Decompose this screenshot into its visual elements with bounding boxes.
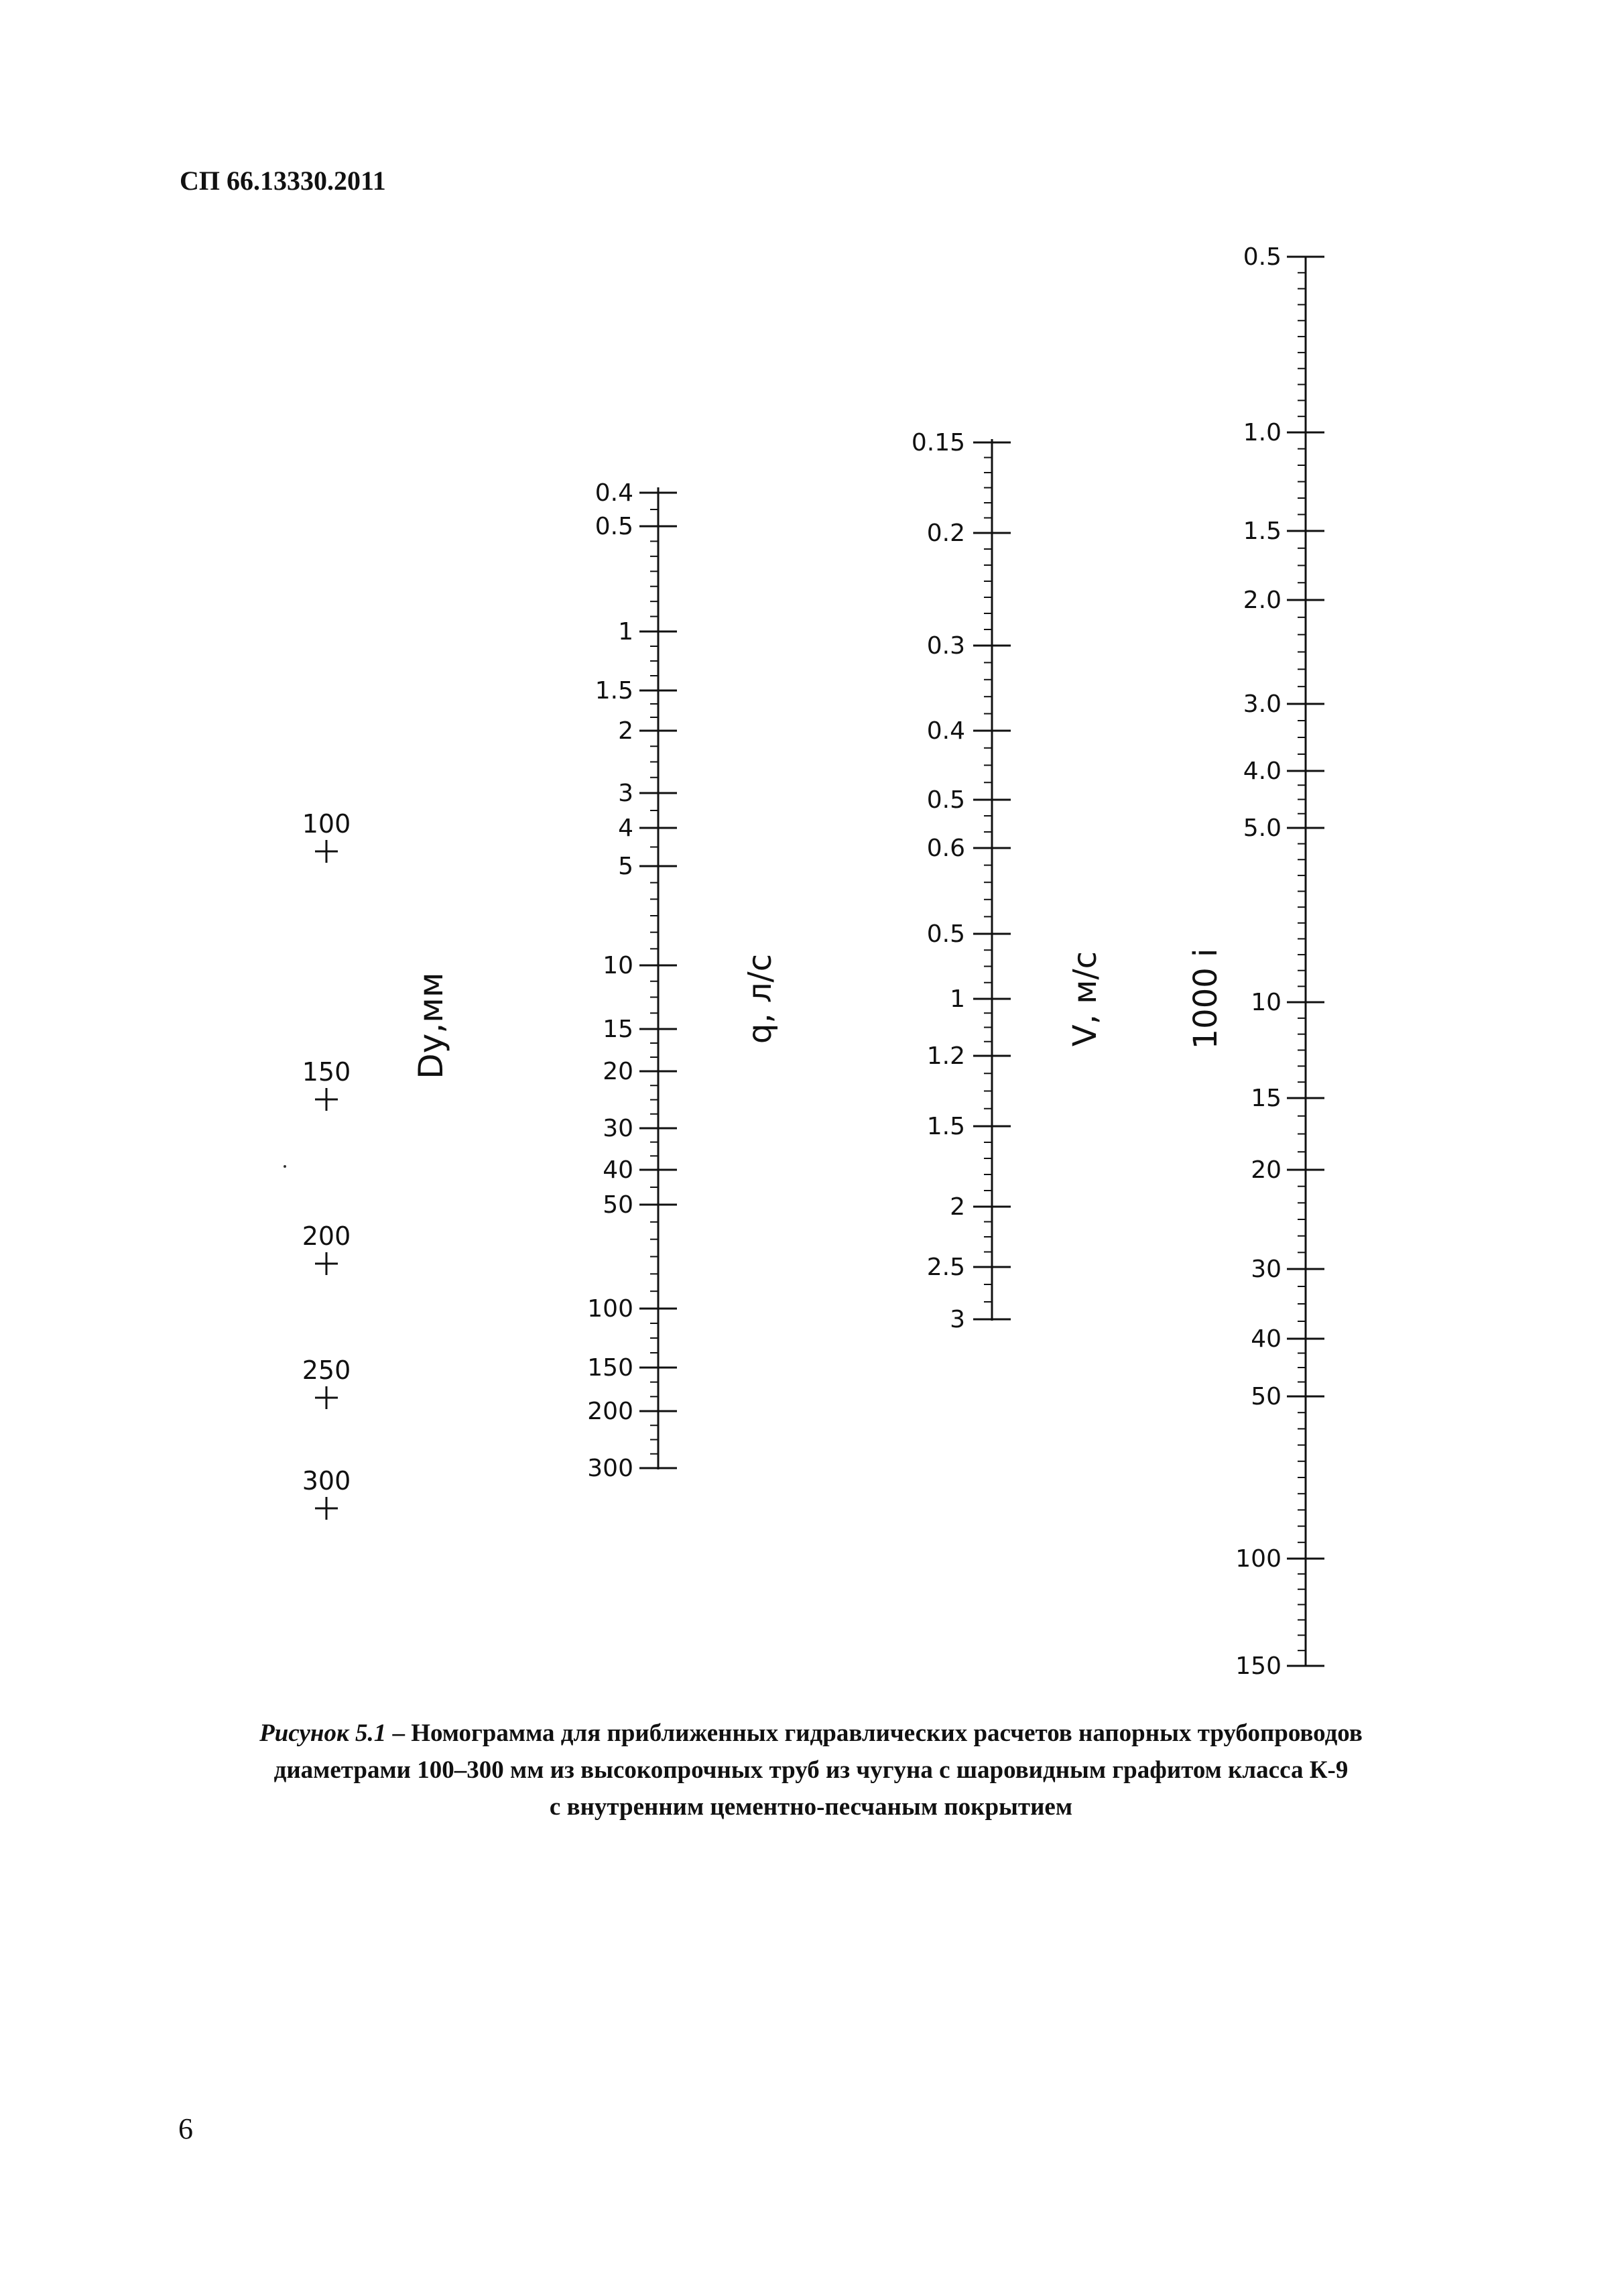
head-loss-scale <box>1187 243 1324 1680</box>
flow-tick-label: 1.5 <box>595 677 633 705</box>
headloss-tick-label: 150 <box>1235 1652 1282 1680</box>
flow-tick-label: 1 <box>618 618 633 646</box>
velocity-tick-label: 0.4 <box>926 717 965 745</box>
flow-rate-scale <box>587 479 779 1482</box>
headloss-tick-label: 50 <box>1251 1383 1282 1410</box>
caption-line-3: с внутренним цементно-песчаным покрытием <box>549 1793 1073 1821</box>
flow-tick-label: 0.4 <box>595 479 633 507</box>
headloss-tick-label: 10 <box>1251 989 1282 1016</box>
velocity-tick-label: 1 <box>950 985 965 1013</box>
headloss-tick-label: 100 <box>1235 1545 1282 1573</box>
headloss-tick-label: 20 <box>1251 1156 1282 1184</box>
page-number: 6 <box>178 2112 193 2145</box>
diameter-axis-label: Dy,мм <box>412 972 450 1079</box>
flow-tick-label: 200 <box>587 1398 633 1425</box>
velocity-tick-label: 0.5 <box>926 786 965 814</box>
diameter-label-100: 100 <box>302 809 351 839</box>
flow-tick-label: 100 <box>587 1295 633 1323</box>
flow-tick-label: 2 <box>618 717 633 745</box>
flow-tick-label: 40 <box>603 1156 633 1184</box>
headloss-tick-label: 4.0 <box>1243 758 1282 785</box>
velocity-tick-label: 0.2 <box>926 520 965 547</box>
velocity-tick-label: 0.6 <box>926 835 965 862</box>
headloss-tick-label: 30 <box>1251 1256 1282 1283</box>
flow-tick-label: 50 <box>603 1191 633 1219</box>
velocity-tick-label: 0.15 <box>911 429 965 457</box>
velocity-axis-label: V, м/с <box>1066 951 1104 1047</box>
diameter-label-300: 300 <box>302 1466 351 1496</box>
velocity-tick-label: 0.5 <box>926 920 965 948</box>
scan-dot <box>284 1165 286 1168</box>
caption-text-1: Номограмма для приближенных гидравлических расчетов напорных трубопроводов <box>411 1719 1363 1747</box>
headloss-tick-label: 3.0 <box>1243 690 1282 718</box>
flow-tick-label: 20 <box>603 1058 633 1085</box>
velocity-tick-label: 2 <box>950 1193 965 1221</box>
diameter-scale <box>284 809 450 1520</box>
flow-tick-label: 3 <box>618 780 633 807</box>
caption-line-2: диаметрами 100–300 мм из высокопрочных труб из чугуна с шаровидным графитом класса К-9 <box>273 1756 1349 1784</box>
velocity-tick-label: 0.3 <box>926 632 965 660</box>
headloss-tick-label: 40 <box>1251 1325 1282 1353</box>
document-code: СП 66.13330.2011 <box>180 166 386 196</box>
headloss-tick-label: 15 <box>1251 1085 1282 1112</box>
velocity-tick-label: 1.5 <box>926 1113 965 1140</box>
flow-tick-label: 4 <box>618 814 633 842</box>
headloss-tick-label: 5.0 <box>1243 814 1282 842</box>
figure-number: Рисунок 5.1 <box>259 1719 387 1747</box>
flow-axis-label: q, л/с <box>741 953 779 1044</box>
caption-dash: – <box>386 1719 412 1747</box>
flow-tick-label: 15 <box>603 1016 633 1043</box>
headloss-tick-label: 2.0 <box>1243 587 1282 614</box>
headloss-tick-label: 1.0 <box>1243 419 1282 446</box>
flow-tick-label: 5 <box>618 853 633 880</box>
flow-tick-label: 30 <box>603 1115 633 1142</box>
velocity-tick-label: 2.5 <box>926 1254 965 1281</box>
headloss-tick-label: 0.5 <box>1243 243 1282 271</box>
flow-tick-label: 300 <box>587 1455 633 1482</box>
diameter-label-200: 200 <box>302 1221 351 1251</box>
headloss-axis-label: 1000 i <box>1187 948 1225 1050</box>
flow-tick-label: 10 <box>603 952 633 979</box>
diameter-label-150: 150 <box>302 1057 351 1087</box>
caption-line-1 <box>134 1715 1488 1752</box>
diameter-label-250: 250 <box>302 1355 351 1385</box>
velocity-scale <box>912 429 1104 1333</box>
figure-caption <box>134 1715 1488 1825</box>
flow-tick-label: 0.5 <box>595 513 633 540</box>
velocity-tick-label: 1.2 <box>926 1042 965 1070</box>
velocity-tick-label: 3 <box>950 1306 965 1333</box>
headloss-tick-label: 1.5 <box>1243 518 1282 545</box>
flow-tick-label: 150 <box>587 1354 633 1382</box>
